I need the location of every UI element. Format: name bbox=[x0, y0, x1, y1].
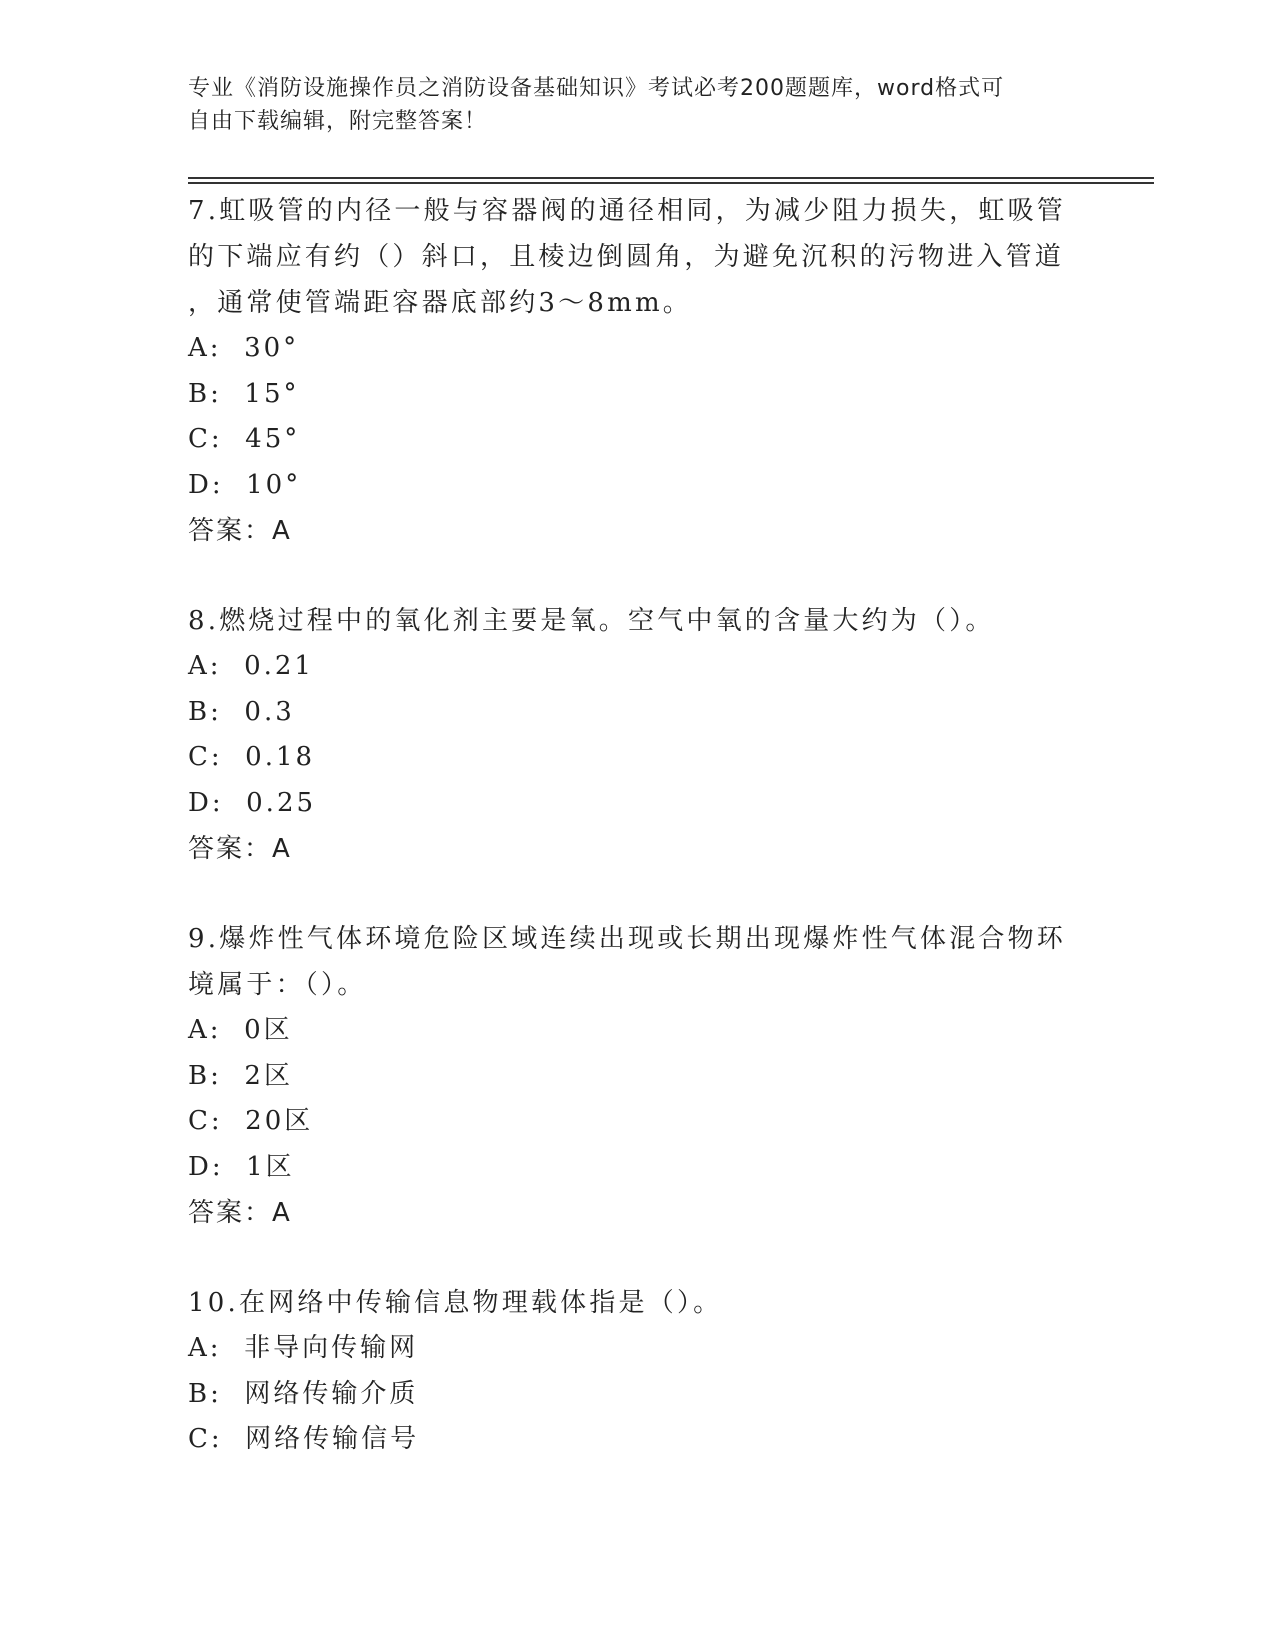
answer-line: 答案：A bbox=[188, 1198, 292, 1228]
question-10 bbox=[188, 1280, 1068, 1463]
question-text-line: 10.在网络中传输信息物理载体指是（）。 bbox=[188, 1288, 723, 1318]
option-a: A: 0.21 bbox=[188, 651, 314, 681]
answer-line: 答案：A bbox=[188, 834, 292, 864]
answer-line: 答案：A bbox=[188, 516, 292, 546]
question-text-line: 7.虹吸管的内径一般与容器阀的通径相同，为减少阻力损失，虹吸管 bbox=[188, 196, 1067, 226]
option-a: A: 30° bbox=[188, 333, 300, 363]
question-text-line: 9.爆炸性气体环境危险区域连续出现或长期出现爆炸性气体混合物环 bbox=[188, 924, 1067, 954]
question-7 bbox=[188, 188, 1068, 554]
option-c: C: 20区 bbox=[188, 1106, 314, 1136]
question-list bbox=[188, 188, 1068, 1463]
option-b: B: 2区 bbox=[188, 1060, 293, 1091]
option-b: B: 0.3 bbox=[188, 696, 295, 727]
option-b: B: 网络传输介质 bbox=[188, 1378, 419, 1409]
option-d: D: 0.25 bbox=[188, 787, 317, 818]
option-a: A: 0区 bbox=[188, 1015, 293, 1045]
option-b: B: 15° bbox=[188, 378, 300, 409]
option-c: C: 网络传输信号 bbox=[188, 1424, 420, 1454]
question-text-line: ，通常使管端距容器底部约3～8mm。 bbox=[188, 288, 692, 318]
question-8 bbox=[188, 598, 1068, 872]
option-a: A: 非导向传输网 bbox=[188, 1333, 419, 1363]
header-line-1: 专业《消防设施操作员之消防设备基础知识》考试必考200题题库，word格式可 bbox=[188, 76, 1005, 101]
question-text-line: 境属于：（）。 bbox=[188, 970, 367, 1000]
question-text-line: 8.燃烧过程中的氧化剂主要是氧。空气中氧的含量大约为（）。 bbox=[188, 606, 995, 636]
header-divider-top bbox=[188, 177, 1154, 179]
header-divider-bottom bbox=[188, 182, 1154, 184]
option-c: C: 45° bbox=[188, 424, 301, 454]
header-line-2: 自由下载编辑，附完整答案！ bbox=[188, 109, 488, 134]
document-header bbox=[188, 72, 1068, 138]
question-text-line: 的下端应有约（）斜口，且棱边倒圆角，为避免沉积的污物进入管道 bbox=[188, 242, 1065, 272]
option-c: C: 0.18 bbox=[188, 742, 316, 772]
question-9 bbox=[188, 916, 1068, 1236]
option-d: D: 10° bbox=[188, 469, 302, 500]
option-d: D: 1区 bbox=[188, 1151, 295, 1182]
spacer bbox=[188, 554, 1068, 598]
spacer bbox=[188, 1236, 1068, 1280]
spacer bbox=[188, 872, 1068, 916]
